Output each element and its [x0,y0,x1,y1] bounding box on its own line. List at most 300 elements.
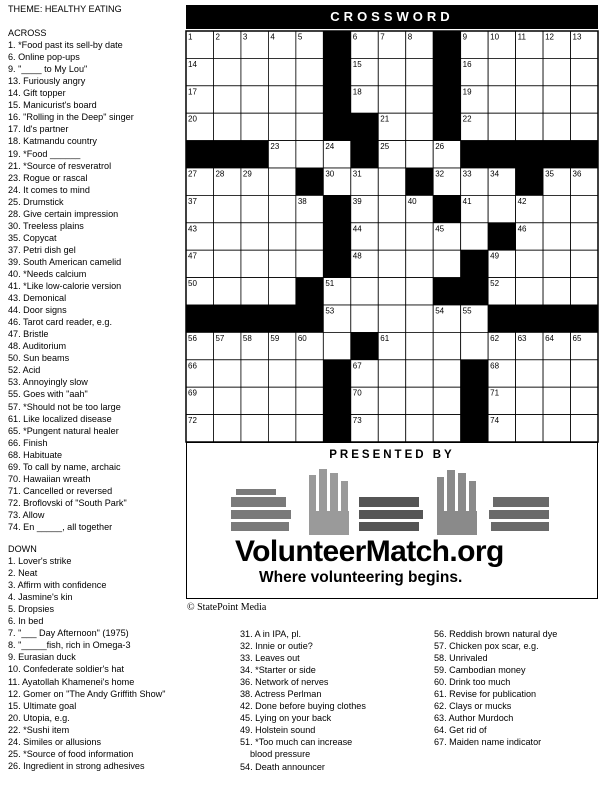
grid-block [433,86,460,113]
grid-cell[interactable] [406,360,433,387]
clue-item: 21. *Source of resveratrol [8,160,112,171]
clue-item: 23. Rogue or rascal [8,172,88,183]
cell-number: 70 [352,388,362,398]
clue-item: 51. *Too much can increase [240,737,353,748]
clue-item: 57. *Should not be too large [8,401,121,412]
grid-cell[interactable] [268,278,295,305]
grid-cell[interactable] [571,86,598,113]
grid-cell[interactable] [296,86,323,113]
grid-block [433,58,460,85]
cell-number: 46 [517,224,527,234]
grid-block [323,86,350,113]
grid-block [241,305,268,332]
grid-cell[interactable] [296,113,323,140]
grid-cell[interactable] [323,332,350,359]
grid-cell[interactable] [406,278,433,305]
clue-item: 28. Give certain impression [8,208,119,219]
grid-cell[interactable] [516,250,543,277]
grid-cell[interactable] [241,250,268,277]
grid-cell[interactable] [543,250,570,277]
cell-number: 1 [188,32,193,42]
cell-number: 45 [435,224,445,234]
grid-block [461,141,488,168]
grid-cell[interactable] [406,250,433,277]
grid-block [296,278,323,305]
grid-block [543,141,570,168]
clue-item: 15. Ultimate goal [8,700,77,711]
grid-cell[interactable] [488,58,515,85]
grid-cell[interactable] [406,113,433,140]
cell-number: 72 [188,416,197,426]
clue-item: 24. It comes to mind [8,184,90,195]
grid-block [543,305,570,332]
clue-item: 9. Eurasian duck [8,652,76,663]
cell-number: 62 [490,333,500,343]
grid-cell[interactable] [516,86,543,113]
cell-number: 59 [270,333,280,343]
grid-cell[interactable] [488,195,515,222]
grid-block [323,113,350,140]
grid-cell[interactable] [571,360,598,387]
grid-cell[interactable] [571,113,598,140]
clue-item: 11. Ayatollah Khamenei's home [8,676,135,687]
cell-number: 21 [380,114,390,124]
grid-block [323,360,350,387]
grid-cell[interactable] [516,360,543,387]
grid-cell[interactable] [543,195,570,222]
grid-cell[interactable] [433,250,460,277]
grid-cell[interactable] [378,305,405,332]
grid-block [351,113,378,140]
grid-block [323,31,350,58]
grid-cell[interactable] [213,278,240,305]
grid-block [351,141,378,168]
grid-cell[interactable] [213,195,240,222]
clue-item: 56. Reddish brown natural dye [434,629,558,639]
grid-block [213,141,240,168]
grid-cell[interactable] [516,387,543,414]
cell-number: 56 [188,333,197,343]
grid-block [186,141,213,168]
clue-item: 36. Network of nerves [240,677,329,688]
grid-block [461,278,488,305]
cell-number: 73 [352,416,362,426]
grid-cell[interactable] [571,223,598,250]
cell-number: 32 [435,169,445,179]
grid-cell[interactable] [543,360,570,387]
grid-cell[interactable] [296,223,323,250]
clue-item: 47. Bristle [8,329,49,340]
grid-cell[interactable] [241,223,268,250]
grid-cell[interactable] [213,360,240,387]
cell-number: 58 [242,333,252,343]
grid-cell[interactable] [378,168,405,195]
grid-cell[interactable] [543,415,570,442]
clue-item: 8. "_____fish, rich in Omega-3 [8,640,131,651]
grid-cell[interactable] [213,58,240,85]
crossword-title: CROSSWORD [186,5,598,29]
clue-item: 42. Done before buying clothes [240,701,366,712]
cell-number: 49 [490,251,500,261]
clue-item: 18. Katmandu country [8,136,97,147]
cell-number: 18 [352,87,362,97]
grid-block [241,141,268,168]
cell-number: 40 [407,196,417,206]
clue-item: 14. Gift topper [8,88,66,99]
clue-item: 58. Unrivaled [434,653,488,664]
grid-cell[interactable] [241,195,268,222]
clue-item: 62. Clays or mucks [434,701,512,712]
grid-cell[interactable] [241,58,268,85]
grid-block [516,141,543,168]
cell-number: 38 [297,196,307,206]
grid-block [213,305,240,332]
grid-cell[interactable] [378,58,405,85]
clue-item: 72. Broflovski of "South Park" [8,497,127,508]
grid-cell[interactable] [406,86,433,113]
grid-cell[interactable] [241,387,268,414]
cell-number: 11 [517,32,526,42]
grid-cell[interactable] [213,387,240,414]
grid-cell[interactable] [433,360,460,387]
grid-cell[interactable] [543,86,570,113]
grid-cell[interactable] [406,387,433,414]
clue-item: 66. Finish [8,437,48,448]
grid-cell[interactable] [543,387,570,414]
cell-number: 10 [490,32,500,42]
cell-number: 14 [188,59,197,69]
clue-item: 6. Online pop-ups [8,52,80,63]
cell-number: 8 [407,32,413,42]
cell-number: 19 [462,87,472,97]
grid-cell[interactable] [571,250,598,277]
cell-number: 4 [270,32,275,42]
cell-number: 50 [188,279,197,289]
grid-cell[interactable] [296,141,323,168]
clue-item: 19. *Food ______ [8,148,81,159]
grid-cell[interactable] [296,415,323,442]
grid-block [323,387,350,414]
grid-block [186,305,213,332]
clue-item: 26. Ingredient in strong adhesives [8,760,145,771]
grid-block [571,141,598,168]
clue-item: 32. Innie or outie? [240,641,313,652]
credit-line: © StatePoint Media [187,602,267,613]
grid-cell[interactable] [213,113,240,140]
grid-cell[interactable] [378,360,405,387]
clue-item: 54. Death announcer [240,761,325,772]
clue-item: 1. Lover's strike [8,556,72,567]
hands-logo-icon [231,467,551,537]
grid-cell[interactable] [268,415,295,442]
grid-block [433,31,460,58]
clue-item: 68. Habituate [8,449,63,460]
cell-number: 63 [517,333,527,343]
clue-item: 41. *Like low-calorie version [8,281,122,292]
cell-number: 71 [490,388,500,398]
clue-item: 5. Dropsies [8,604,54,615]
clue-item: 60. Drink too much [434,677,511,688]
grid-cell[interactable] [268,86,295,113]
grid-cell[interactable] [296,360,323,387]
grid-cell[interactable] [406,223,433,250]
grid-block [268,305,295,332]
cell-number: 5 [297,32,303,42]
clue-item: 30. Treeless plains [8,220,84,231]
grid-cell[interactable] [268,195,295,222]
grid-cell[interactable] [296,250,323,277]
clue-item: 25. Drumstick [8,196,64,207]
grid-block [516,305,543,332]
grid-block [323,223,350,250]
clue-item: 4. Jasmine's kin [8,592,73,603]
clue-item: 40. *Needs calcium [8,268,87,279]
cell-number: 2 [215,32,220,42]
theme-label: THEME: HEALTHY EATING [8,4,122,14]
cell-number: 57 [215,333,225,343]
grid-cell[interactable] [268,387,295,414]
grid-block [296,305,323,332]
clue-item: 55. Goes with "aah" [8,389,88,400]
grid-block [296,168,323,195]
grid-block [516,168,543,195]
grid-cell[interactable] [406,305,433,332]
clue-item: 24. Similes or allusions [8,736,101,747]
clue-item: 25. *Source of food information [8,748,134,759]
grid-cell[interactable] [378,250,405,277]
grid-cell[interactable] [516,278,543,305]
clue-item: 50. Sun beams [8,353,70,364]
grid-cell[interactable] [516,415,543,442]
grid-cell[interactable] [406,141,433,168]
grid-cell[interactable] [241,113,268,140]
cell-number: 53 [325,306,335,316]
cell-number: 23 [270,142,280,152]
clue-item: 73. Allow [8,509,45,520]
clue-item: 46. Tarot card reader, e.g. [8,317,112,328]
clue-item: 63. Author Murdoch [434,713,514,724]
cell-number: 33 [462,169,472,179]
clue-item: 70. Hawaiian wreath [8,473,91,484]
grid-cell[interactable] [268,250,295,277]
cell-number: 60 [297,333,307,343]
grid-cell[interactable] [268,223,295,250]
grid-cell[interactable] [571,387,598,414]
cell-number: 20 [188,114,197,124]
grid-cell[interactable] [433,415,460,442]
clue-item: 34. *Starter or side [240,665,316,676]
cell-number: 44 [352,224,362,234]
clue-item: 64. Get rid of [434,725,487,736]
clue-item: 1. *Food past its sell-by date [8,40,123,51]
clue-item: 49. Holstein sound [240,725,316,736]
sponsor-tagline: Where volunteering begins. [259,569,463,586]
grid-cell[interactable] [241,360,268,387]
grid-cell[interactable] [213,415,240,442]
grid-cell[interactable] [543,223,570,250]
clue-item: blood pressure [250,749,311,760]
grid-block [488,305,515,332]
grid-cell[interactable] [406,332,433,359]
clue-item: 74. En _____, all together [8,521,113,532]
grid-cell[interactable] [378,223,405,250]
grid-cell[interactable] [213,250,240,277]
clue-item: 43. Demonical [8,293,67,304]
grid-block [323,415,350,442]
cell-number: 12 [545,32,554,42]
cell-number: 42 [517,196,527,206]
grid-block [323,250,350,277]
cell-number: 67 [352,361,362,371]
grid-cell[interactable] [268,113,295,140]
grid-cell[interactable] [406,58,433,85]
sponsor-box [186,442,598,599]
cell-number: 34 [490,169,500,179]
grid-cell[interactable] [461,332,488,359]
grid-block [488,223,515,250]
grid-block [571,305,598,332]
cell-number: 13 [572,32,582,42]
cell-number: 64 [545,333,554,343]
clue-item: 44. Door signs [8,305,67,316]
grid-cell[interactable] [351,278,378,305]
down-heading: DOWN [8,544,37,554]
cell-number: 22 [462,114,472,124]
grid-cell[interactable] [241,86,268,113]
clue-item: 12. Gomer on "The Andy Griffith Show" [8,688,166,699]
cell-number: 41 [462,196,472,206]
cell-number: 55 [462,306,472,316]
grid-cell[interactable] [461,223,488,250]
grid-cell[interactable] [241,415,268,442]
grid-cell[interactable] [268,168,295,195]
grid-block [433,113,460,140]
grid-block [461,360,488,387]
clue-item: 7. "___ Day Afternoon" (1975) [8,628,129,639]
clue-item: 6. In bed [8,616,44,627]
cell-number: 31 [352,169,362,179]
clue-item: 69. To call by name, archaic [8,461,121,472]
grid-cell[interactable] [488,113,515,140]
clue-item: 71. Cancelled or reversed [8,485,113,496]
grid-block [461,415,488,442]
grid-cell[interactable] [406,415,433,442]
grid-cell[interactable] [241,278,268,305]
cell-number: 9 [462,32,468,42]
grid-cell[interactable] [296,58,323,85]
clue-item: 3. Affirm with confidence [8,580,107,591]
grid-cell[interactable] [571,195,598,222]
cell-number: 69 [188,388,197,398]
clue-item: 10. Confederate soldier's hat [8,664,124,675]
cell-number: 65 [572,333,582,343]
cell-number: 61 [380,333,390,343]
clue-item: 38. Actress Perlman [240,689,322,700]
across-heading: ACROSS [8,28,47,39]
cell-number: 66 [188,361,197,371]
cell-number: 26 [435,142,445,152]
grid-cell[interactable] [378,278,405,305]
clue-item: 45. Lying on your back [240,713,332,724]
cell-number: 43 [188,224,197,234]
cell-number: 25 [380,142,390,152]
clue-item: 39. South American camelid [8,256,122,267]
clue-item: 37. Petri dish gel [8,244,76,255]
grid-block [433,278,460,305]
grid-cell[interactable] [213,86,240,113]
grid-cell[interactable] [571,278,598,305]
grid-cell[interactable] [516,58,543,85]
cell-number: 3 [242,32,248,42]
grid-block [488,141,515,168]
grid-block [323,58,350,85]
cell-number: 28 [215,169,225,179]
grid-cell[interactable] [488,86,515,113]
cell-number: 6 [352,32,358,42]
grid-cell[interactable] [268,58,295,85]
grid-cell[interactable] [543,58,570,85]
cell-number: 54 [435,306,445,316]
cell-number: 51 [325,279,335,289]
cell-number: 36 [572,169,582,179]
cell-number: 27 [188,169,197,179]
grid-block [461,250,488,277]
clue-item: 31. A in IPA, pl. [240,629,301,639]
grid-cell[interactable] [378,195,405,222]
grid-cell[interactable] [351,305,378,332]
cell-number: 74 [490,416,500,426]
cell-number: 39 [352,196,362,206]
clue-item: 13. Furiously angry [8,76,86,87]
grid-cell[interactable] [378,86,405,113]
grid-cell[interactable] [516,113,543,140]
clue-item: 33. Leaves out [240,653,300,664]
grid-block [461,387,488,414]
grid-cell[interactable] [571,415,598,442]
grid-cell[interactable] [213,223,240,250]
grid-block [323,195,350,222]
grid-cell[interactable] [571,58,598,85]
grid-cell[interactable] [268,360,295,387]
clue-item: 15. Manicurist's board [8,100,97,111]
grid-block [406,168,433,195]
clue-item: 2. Neat [8,568,38,579]
grid-cell[interactable] [433,387,460,414]
clue-item: 35. Copycat [8,232,57,243]
cell-number: 7 [380,32,385,42]
cell-number: 48 [352,251,362,261]
clue-item: 65. *Pungent natural healer [8,425,119,436]
clue-item: 20. Utopia, e.g. [8,712,70,723]
clue-item: 61. Revise for publication [434,689,537,700]
grid-cell[interactable] [296,387,323,414]
grid-cell[interactable] [433,332,460,359]
cell-number: 47 [188,251,197,261]
grid-cell[interactable] [378,415,405,442]
cell-number: 17 [188,87,197,97]
clue-item: 16. "Rolling in the Deep" singer [8,112,134,123]
cell-number: 68 [490,361,500,371]
grid-block [433,195,460,222]
sponsor-name: VolunteerMatch.org [235,535,504,568]
cell-number: 52 [490,279,500,289]
grid-cell[interactable] [378,387,405,414]
grid-cell[interactable] [543,113,570,140]
grid-cell[interactable] [543,278,570,305]
cell-number: 16 [462,59,472,69]
clue-item: 59. Cambodian money [434,665,526,676]
cell-number: 35 [545,169,554,179]
